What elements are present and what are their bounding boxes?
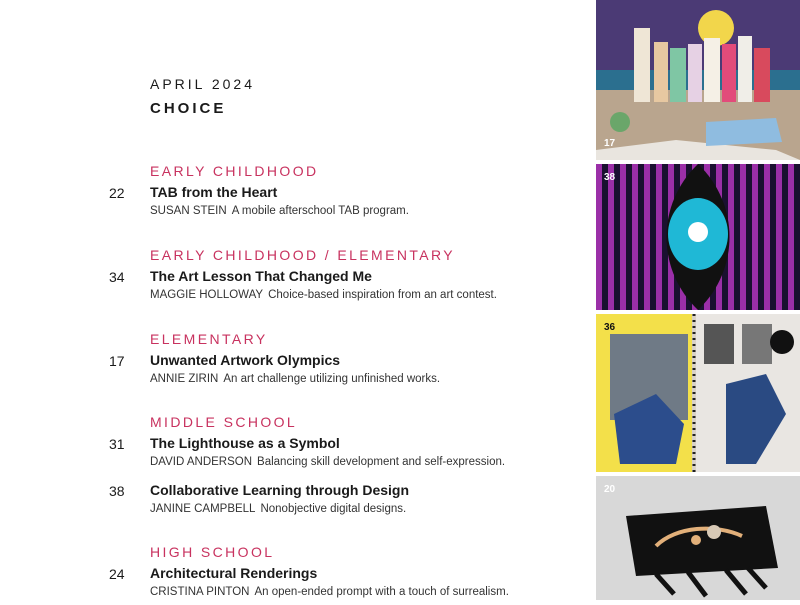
page-number: 38 bbox=[109, 483, 125, 499]
page-number: 24 bbox=[109, 566, 125, 582]
beaded-bag-image bbox=[596, 476, 800, 600]
author-name: ANNIE ZIRIN bbox=[150, 373, 219, 385]
thumbnail-36[interactable] bbox=[596, 314, 800, 472]
thumbnail-page-number: 38 bbox=[604, 172, 616, 183]
thumbnail-17[interactable] bbox=[596, 0, 800, 160]
article-entry[interactable] bbox=[0, 565, 590, 605]
article-title[interactable]: TAB from the Heart bbox=[150, 184, 278, 200]
issue-header bbox=[150, 76, 255, 117]
article-description: An open-ended prompt with a touch of surrealism. bbox=[254, 586, 509, 598]
article-entry[interactable] bbox=[0, 435, 590, 475]
thumbnail-38[interactable] bbox=[596, 164, 800, 310]
author-name: SUSAN STEIN bbox=[150, 205, 227, 217]
thumbnail-page-number: 36 bbox=[604, 322, 616, 333]
article-description: Balancing skill development and self-expression. bbox=[257, 456, 506, 468]
article-description: A mobile afterschool TAB program. bbox=[231, 205, 409, 217]
page-number: 22 bbox=[109, 185, 125, 201]
byline bbox=[150, 586, 509, 598]
byline bbox=[150, 373, 440, 385]
article-title[interactable]: The Art Lesson That Changed Me bbox=[150, 268, 372, 284]
author-name: MAGGIE HOLLOWAY bbox=[150, 289, 264, 301]
author-name: CRISTINA PINTON bbox=[150, 586, 250, 598]
author-name: JANINE CAMPBELL bbox=[150, 503, 256, 515]
article-entry[interactable] bbox=[0, 268, 590, 308]
byline bbox=[150, 289, 497, 301]
issue-theme: CHOICE bbox=[150, 100, 227, 117]
page-number: 34 bbox=[109, 269, 125, 285]
section-heading: MIDDLE SCHOOL bbox=[150, 414, 298, 430]
article-entry[interactable] bbox=[0, 482, 590, 522]
page-number: 31 bbox=[109, 436, 125, 452]
byline bbox=[150, 503, 406, 515]
byline bbox=[150, 205, 409, 217]
thumbnail-column bbox=[596, 0, 800, 600]
thumbnail-page-number: 17 bbox=[604, 138, 616, 149]
author-name: DAVID ANDERSON bbox=[150, 456, 253, 468]
article-entry[interactable] bbox=[0, 184, 590, 224]
thumbnail-20[interactable] bbox=[596, 476, 800, 600]
article-title[interactable]: Collaborative Learning through Design bbox=[150, 482, 410, 498]
section-heading: HIGH SCHOOL bbox=[150, 544, 275, 560]
student-book-sculpture-image bbox=[596, 0, 800, 160]
page-number: 17 bbox=[109, 353, 125, 369]
article-description: An art challenge utilizing unfinished works. bbox=[223, 373, 441, 385]
article-title[interactable]: Architectural Renderings bbox=[150, 565, 318, 581]
thumbnail-page-number: 20 bbox=[604, 484, 616, 495]
article-title[interactable]: Unwanted Artwork Olympics bbox=[150, 352, 341, 368]
sketchbook-collage-image bbox=[596, 314, 800, 472]
section-heading: ELEMENTARY bbox=[150, 331, 268, 347]
article-title[interactable]: The Lighthouse as a Symbol bbox=[150, 435, 340, 451]
issue-date: APRIL 2024 bbox=[150, 76, 255, 92]
article-entry[interactable] bbox=[0, 352, 590, 392]
section-heading: EARLY CHILDHOOD / ELEMENTARY bbox=[150, 247, 456, 263]
byline bbox=[150, 456, 505, 468]
article-description: Nonobjective digital designs. bbox=[260, 503, 407, 515]
article-description: Choice-based inspiration from an art contest. bbox=[268, 289, 497, 301]
section-heading: EARLY CHILDHOOD bbox=[150, 163, 319, 179]
striped-eye-digital-design-image bbox=[596, 164, 800, 310]
